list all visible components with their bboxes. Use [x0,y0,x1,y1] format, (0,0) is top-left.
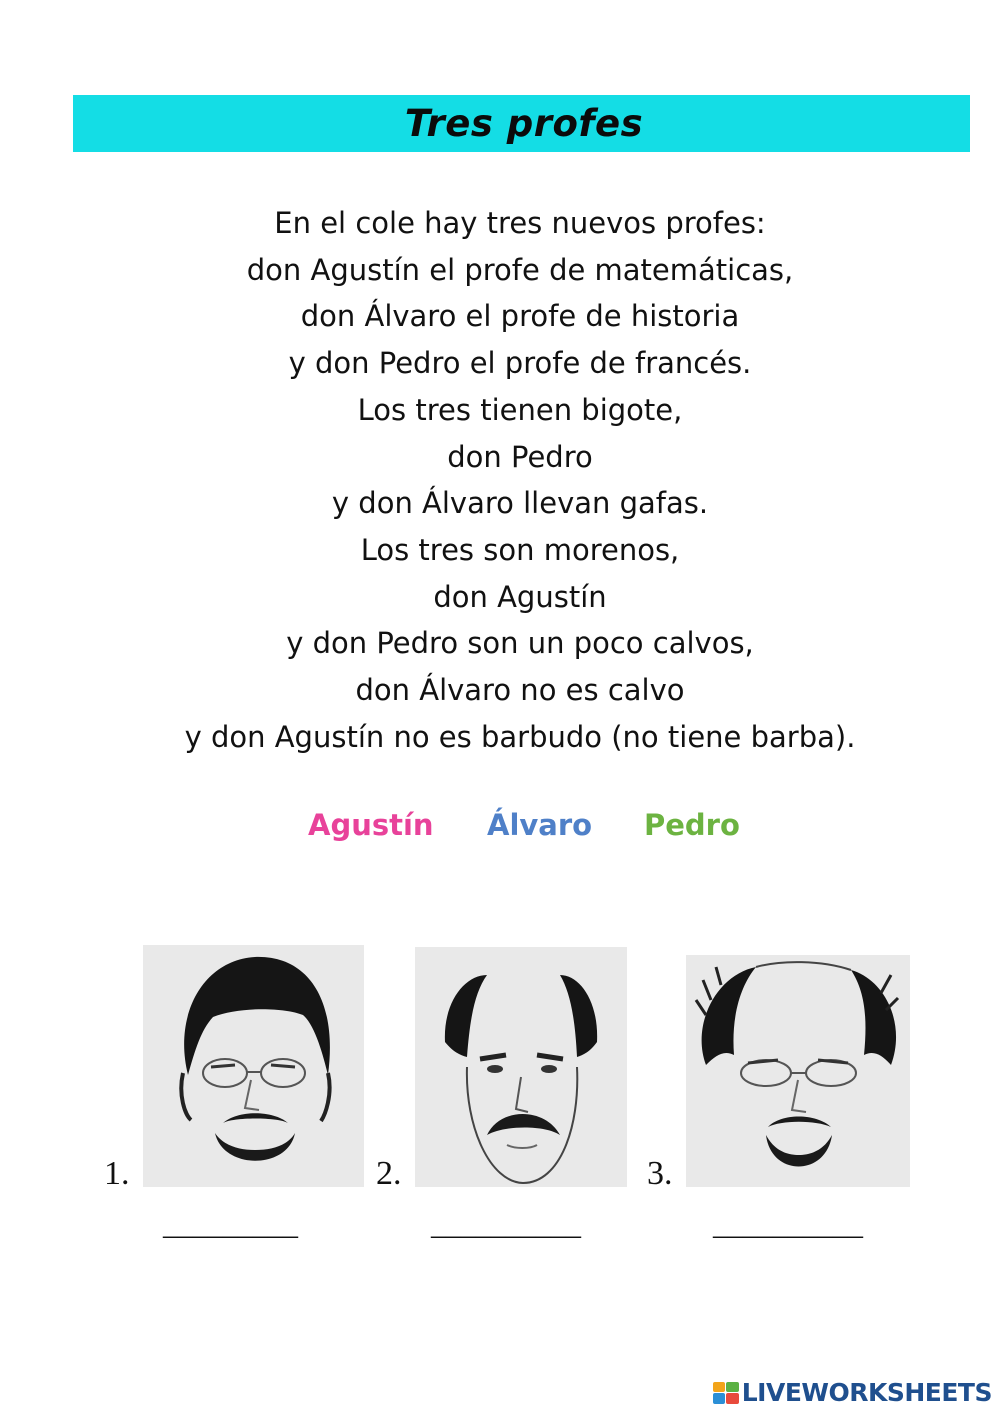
answer-blank-2[interactable]: __________ [431,1208,581,1241]
portrait-2-image [415,947,627,1187]
name-option-agustin[interactable]: Agustín [308,808,434,842]
name-option-pedro[interactable]: Pedro [644,808,740,842]
brand-name: LIVEWORKSHEETS [741,1378,992,1407]
name-word-bank [0,808,1000,854]
face-drawing [143,945,364,1187]
answer-blank-1[interactable]: _________ [163,1208,298,1241]
portrait-3-image [686,955,910,1187]
poem-line: don Agustín [433,579,607,614]
portrait-1-image [143,945,364,1187]
liveworksheets-brand [713,1378,992,1407]
poem-line: don Álvaro no es calvo [355,673,685,708]
name-option-alvaro[interactable]: Álvaro [487,808,593,842]
poem-line: y don Agustín no es barbudo (no tiene barba). [184,719,856,754]
portrait-number-1: 1. [104,1155,130,1192]
poem-line: don Pedro [447,439,593,474]
poem-line: y don Pedro el profe de francés. [288,346,752,381]
poem-line: y don Álvaro llevan gafas. [331,486,709,521]
page-title: Tres profes [404,102,644,145]
face-drawing [415,947,627,1187]
poem-line: don Álvaro el profe de historia [300,299,740,334]
poem-line: y don Pedro son un poco calvos, [286,626,754,661]
title-banner [73,95,970,152]
poem-line: Los tres son morenos, [360,532,680,567]
liveworksheets-logo-icon [713,1382,739,1404]
poem-text [0,200,1000,760]
portrait-number-3: 3. [647,1155,673,1192]
face-drawing [686,955,910,1187]
answer-blank-3[interactable]: __________ [713,1208,863,1241]
poem-line: don Agustín el profe de matemáticas, [246,252,794,287]
poem-line: Los tres tienen bigote, [357,392,683,427]
poem-line: En el cole hay tres nuevos profes: [274,206,766,240]
portrait-number-2: 2. [376,1155,402,1192]
